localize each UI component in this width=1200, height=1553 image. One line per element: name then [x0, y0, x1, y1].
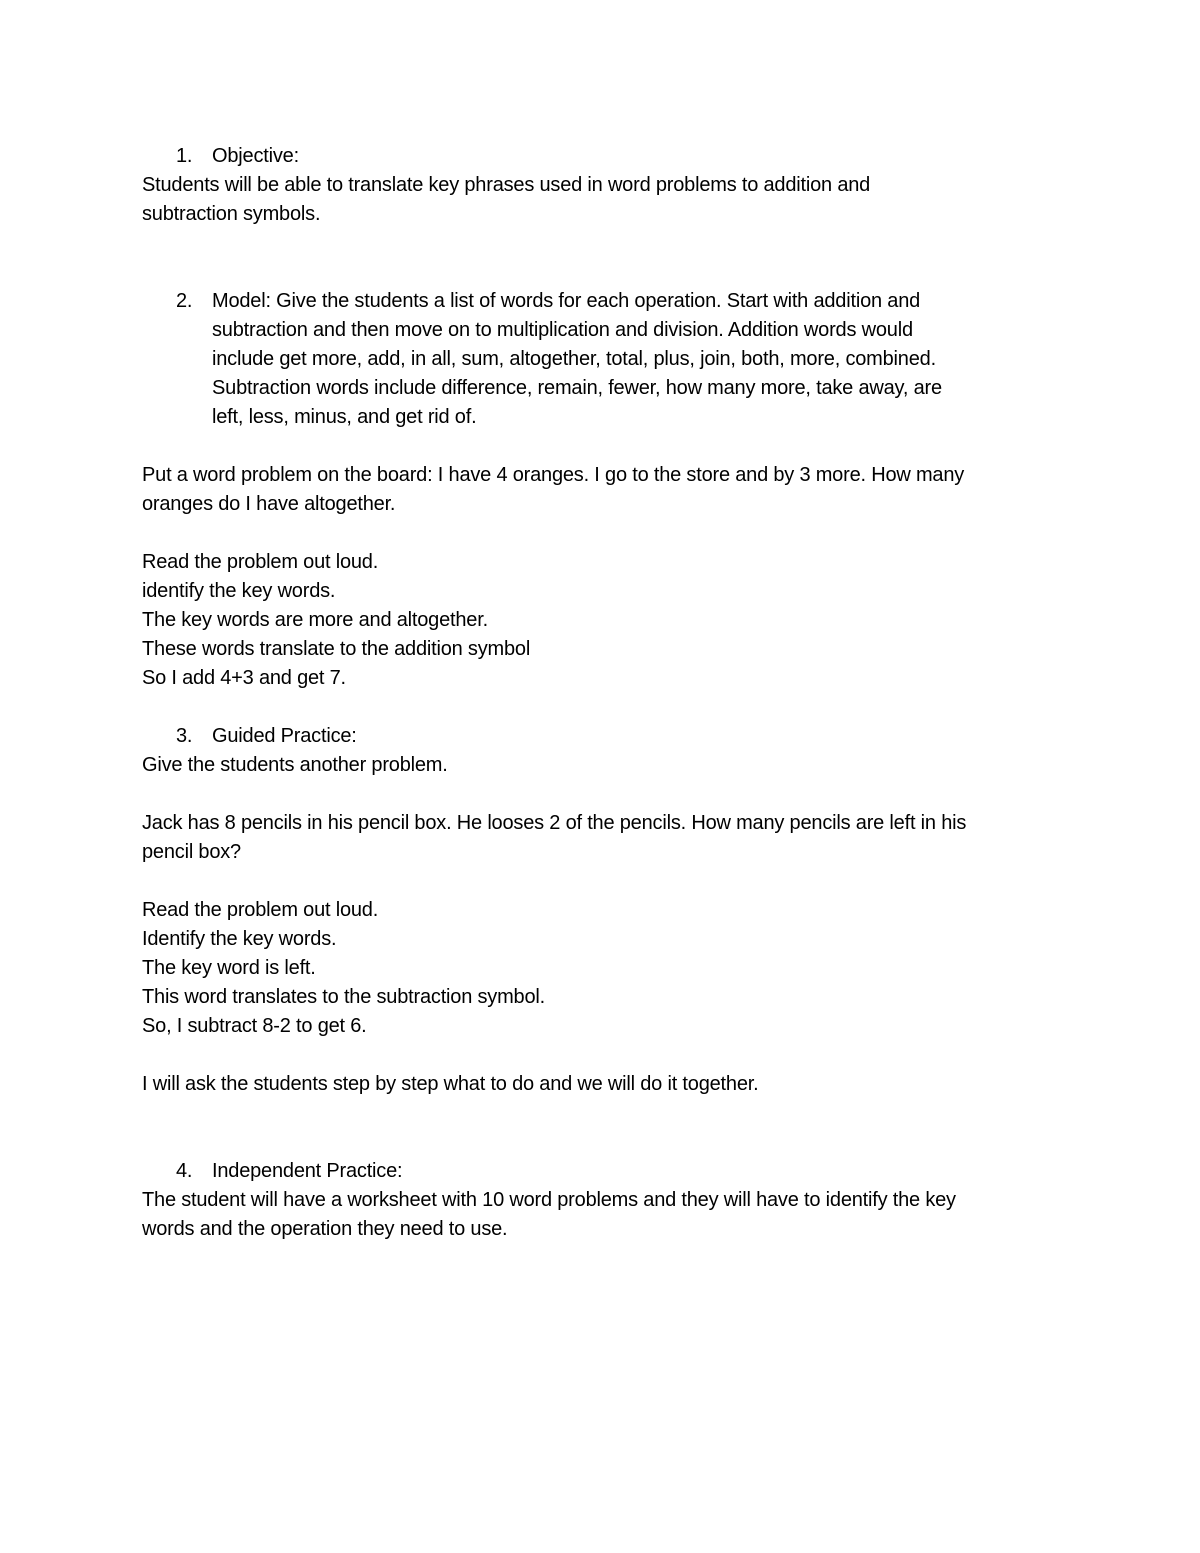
section-2-number: 2. [176, 290, 193, 312]
model-step-1: Read the problem out loud. [142, 551, 379, 573]
guided-step-3: The key word is left. [142, 957, 316, 979]
section-4-heading [142, 1157, 1062, 1186]
model-step-2: identify the key words. [142, 580, 336, 602]
model-line-1: Model: Give the students a list of words for each operation. Start with addition and [212, 290, 921, 312]
section-2-line-4 [142, 374, 1062, 403]
model-line-3: include get more, add, in all, sum, altogether, total, plus, join, both, more, combined. [212, 348, 936, 370]
model-line-4: Subtraction words include difference, remain, fewer, how many more, take away, are [212, 377, 942, 399]
model-step-4: These words translate to the addition symbol [142, 638, 531, 660]
section-1-title: Objective: [212, 145, 299, 167]
guided-step-4: This word translates to the subtraction symbol. [142, 986, 546, 1008]
section-2-line-3 [142, 345, 1062, 374]
section-1-heading [142, 142, 1062, 171]
guided-step-2: Identify the key words. [142, 928, 337, 950]
model-problem-line-2: oranges do I have altogether. [142, 493, 396, 515]
section-3-title: Guided Practice: [212, 725, 357, 747]
independent-line-1: The student will have a worksheet with 10 word problems and they will have to identify the key [142, 1189, 956, 1211]
model-step-3: The key words are more and altogether. [142, 609, 488, 631]
section-3-number: 3. [176, 725, 193, 747]
section-2-line-2 [142, 316, 1062, 345]
guided-intro: Give the students another problem. [142, 754, 448, 776]
guided-closing: I will ask the students step by step what to do and we will do it together. [142, 1073, 759, 1095]
guided-problem-line-1: Jack has 8 pencils in his pencil box. He looses 2 of the pencils. How many pencils are left in his [142, 812, 967, 834]
section-3-heading [142, 722, 1062, 751]
objective-line-2: subtraction symbols. [142, 203, 321, 225]
section-1-number: 1. [176, 145, 193, 167]
document-body [142, 142, 1062, 1244]
guided-problem-line-2: pencil box? [142, 841, 241, 863]
objective-line-1: Students will be able to translate key phrases used in word problems to addition and [142, 174, 871, 196]
section-2-line-1 [142, 287, 1062, 316]
model-line-5: left, less, minus, and get rid of. [212, 406, 477, 428]
section-2-line-5 [142, 403, 1062, 432]
section-4-title: Independent Practice: [212, 1160, 403, 1182]
section-4-number: 4. [176, 1160, 193, 1182]
guided-step-5: So, I subtract 8-2 to get 6. [142, 1015, 367, 1037]
guided-step-1: Read the problem out loud. [142, 899, 379, 921]
model-problem-line-1: Put a word problem on the board: I have 4 oranges. I go to the store and by 3 more. How many [142, 464, 965, 486]
independent-line-2: words and the operation they need to use. [142, 1218, 508, 1240]
model-line-2: subtraction and then move on to multiplication and division. Addition words would [212, 319, 913, 341]
model-step-5: So I add 4+3 and get 7. [142, 667, 346, 689]
